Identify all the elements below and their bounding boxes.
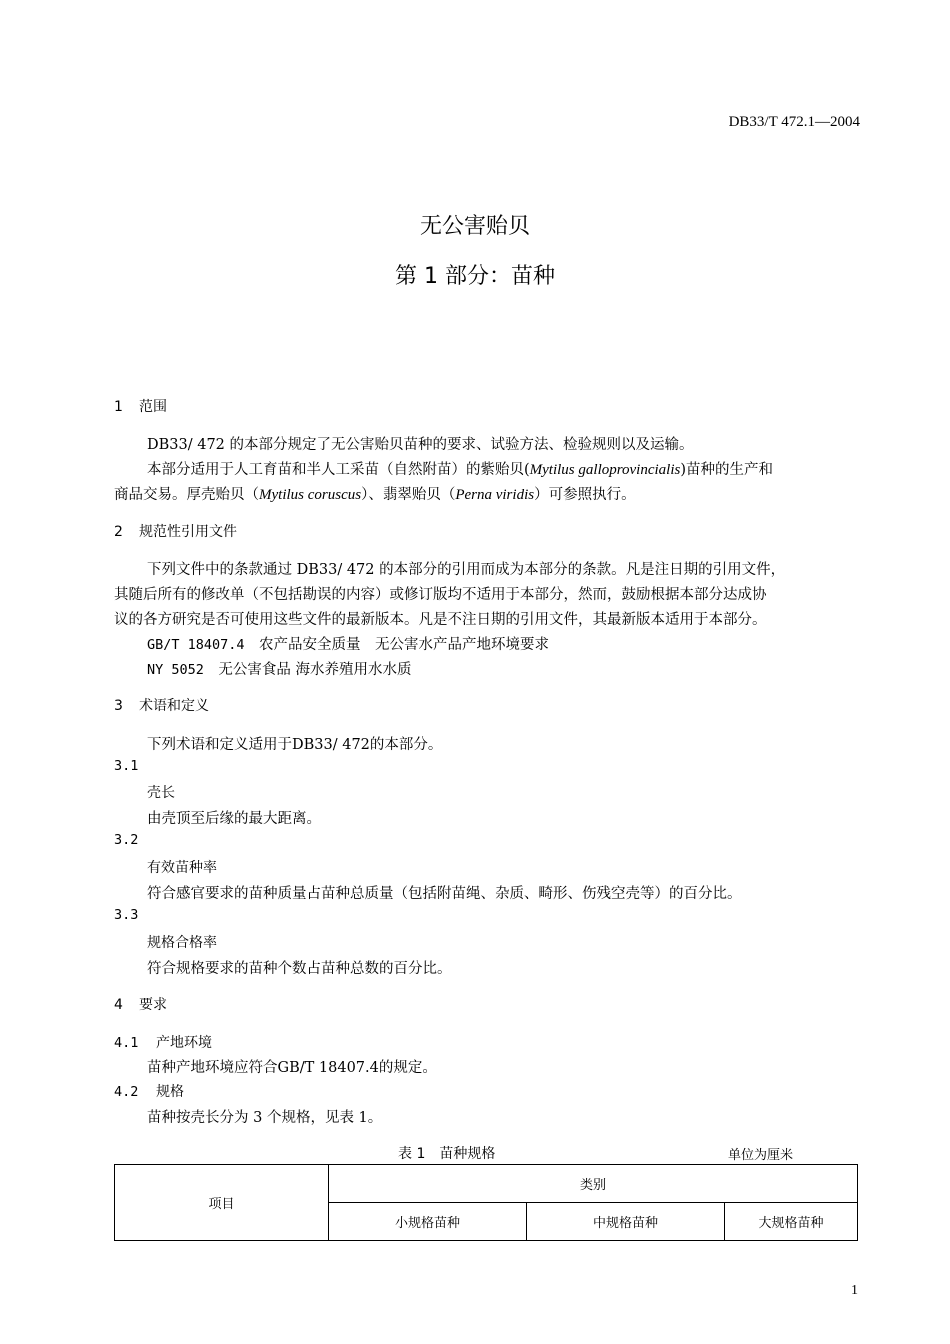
- section-4-heading: 4 要求: [114, 997, 167, 1013]
- section-4-1-text: 苗种产地环境应符合GB/T 18407.4的规定。: [147, 1060, 437, 1076]
- table-unit: 单位为厘米: [728, 1148, 794, 1163]
- reference-2: NY 5052 无公害食品 海水养殖用水水质: [147, 662, 412, 678]
- table-column-small: 小规格苗种: [329, 1203, 527, 1241]
- section-1-heading: 1 范围: [114, 399, 167, 415]
- section-2-heading: 2 规范性引用文件: [114, 524, 237, 540]
- term-3-definition: 符合规格要求的苗种个数占苗种总数的百分比。: [147, 961, 452, 977]
- section-1-paragraph-2-line-1: 本部分适用于人工育苗和半人工采苗（自然附苗）的紫贻贝(Mytilus galloprovincialis)苗种的生产和: [147, 462, 774, 478]
- page-number: 1: [851, 1283, 858, 1298]
- term-1-number: 3.1: [114, 758, 139, 774]
- section-4-2-heading: 4.2 规格: [114, 1084, 184, 1100]
- table-caption: 表 1 苗种规格: [398, 1146, 496, 1162]
- document-title: 无公害贻贝: [419, 214, 530, 239]
- section-3-intro: 下列术语和定义适用于DB33/ 472的本部分。: [147, 737, 443, 753]
- species-name: Perna viridis: [455, 487, 535, 503]
- term-1-definition: 由壳顶至后缘的最大距离。: [147, 811, 321, 827]
- reference-1: GB/T 18407.4 农产品安全质量 无公害水产品产地环境要求: [147, 637, 550, 653]
- document-subtitle: 第 1 部分：苗种: [395, 264, 555, 289]
- term-3-number: 3.3: [114, 907, 139, 923]
- table-header-category: 类别: [329, 1165, 858, 1203]
- term-2-number: 3.2: [114, 832, 139, 848]
- term-1-name: 壳长: [147, 785, 175, 801]
- section-4-1-heading: 4.1 产地环境: [114, 1035, 212, 1051]
- spec-table: [114, 1164, 858, 1241]
- term-2-name: 有效苗种率: [147, 860, 217, 876]
- section-4-2-text: 苗种按壳长分为 3 个规格，见表 1。: [147, 1110, 383, 1126]
- term-2-definition: 符合感官要求的苗种质量占苗种总质量（包括附苗绳、杂质、畸形、伤残空壳等）的百分比。: [147, 886, 742, 902]
- table-column-medium: 中规格苗种: [527, 1203, 725, 1241]
- section-1-paragraph-1: DB33/ 472 的本部分规定了无公害贻贝苗种的要求、试验方法、检验规则以及运输。: [147, 437, 694, 453]
- standard-number: DB33/T 472.1—2004: [728, 114, 860, 130]
- term-3-name: 规格合格率: [147, 935, 217, 951]
- species-name: Mytilus coruscus: [259, 487, 362, 503]
- section-2-paragraph-line-1: 下列文件中的条款通过 DB33/ 472 的本部分的引用而成为本部分的条款。凡是注日期的引用文件，: [147, 562, 786, 578]
- section-3-heading: 3 术语和定义: [114, 698, 209, 714]
- table-column-large: 大规格苗种: [725, 1203, 858, 1241]
- section-2-paragraph-line-2: 其随后所有的修改单（不包括勘误的内容）或修订版均不适用于本部分，然而，鼓励根据本部分达成协: [114, 587, 767, 603]
- table-header-item: 项目: [115, 1165, 329, 1241]
- section-2-paragraph-line-3: 议的各方研究是否可使用这些文件的最新版本。凡是不注日期的引用文件，其最新版本适用于本部分。: [114, 612, 767, 628]
- section-1-paragraph-2-line-2: 商品交易。厚壳贻贝（Mytilus coruscus）、翡翠贻贝（Perna viridis）可参照执行。: [114, 487, 636, 503]
- species-name: Mytilus galloprovincialis: [529, 462, 681, 478]
